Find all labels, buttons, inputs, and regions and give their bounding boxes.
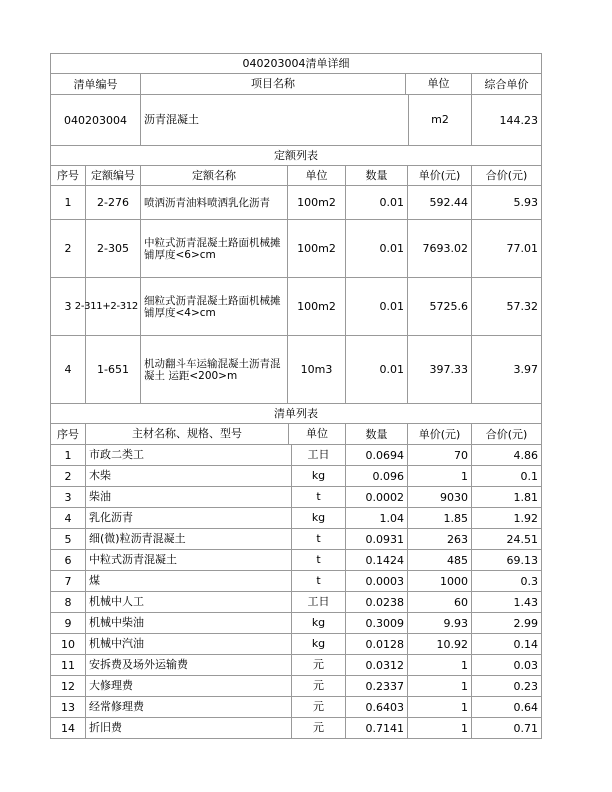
material-name: 细(微)粒沥青混凝土 (86, 529, 292, 549)
material-seq: 4 (51, 508, 86, 529)
material-unit: kg (311, 616, 326, 629)
material-total: 1.43 (472, 592, 542, 613)
quota-row (51, 336, 542, 404)
material-unit: 工日 (307, 595, 330, 608)
quota-unit: 10m3 (288, 336, 346, 404)
quota-qty: 0.01 (346, 336, 408, 404)
quota-code: 2-311+2-312 (86, 278, 141, 336)
bill-unit: m2 (431, 113, 449, 126)
material-name: 柴油 (86, 487, 292, 507)
material-qty: 0.0128 (346, 634, 408, 655)
quota-seq: 4 (51, 336, 86, 404)
material-total: 0.64 (472, 697, 542, 718)
material-name: 中粒式沥青混凝土 (86, 550, 292, 570)
material-seq: 3 (51, 487, 86, 508)
quota-seq-header: 序号 (51, 166, 86, 186)
material-unit: t (316, 553, 321, 566)
quota-unit-header: 单位 (288, 166, 346, 186)
material-seq: 13 (51, 697, 86, 718)
material-unit-price: 1.85 (408, 508, 472, 529)
material-seq: 6 (51, 550, 86, 571)
material-total: 2.99 (472, 613, 542, 634)
material-qty: 0.0238 (346, 592, 408, 613)
material-seq: 5 (51, 529, 86, 550)
bill-name-header: 项目名称 (141, 74, 406, 94)
quota-unit: 100m2 (288, 220, 346, 278)
material-name: 市政二类工 (86, 445, 292, 465)
material-unit-price-header: 单价(元) (408, 424, 472, 445)
quota-name-header: 定额名称 (141, 166, 288, 186)
material-qty: 0.2337 (346, 676, 408, 697)
quota-code: 1-651 (86, 336, 141, 404)
material-unit: 元 (313, 721, 324, 734)
material-name: 乳化沥青 (86, 508, 292, 528)
material-total: 1.92 (472, 508, 542, 529)
material-name: 煤 (86, 571, 292, 591)
quota-total-header: 合价(元) (472, 166, 542, 186)
material-qty: 0.0003 (346, 571, 408, 592)
quota-seq: 3 (51, 278, 86, 336)
material-unit-price: 1000 (408, 571, 472, 592)
quota-unit-price-header: 单价(元) (408, 166, 472, 186)
material-total: 0.14 (472, 634, 542, 655)
bill-price-header: 综合单价 (472, 74, 542, 95)
bill-detail-table (50, 53, 542, 739)
material-unit: 元 (313, 700, 324, 713)
material-unit: kg (311, 637, 326, 650)
material-seq-header: 序号 (51, 424, 86, 445)
material-unit-header: 单位 (306, 427, 328, 440)
material-total-header: 合价(元) (472, 424, 542, 445)
material-total: 4.86 (472, 445, 542, 466)
quota-header-row (51, 166, 542, 186)
quota-code: 2-305 (86, 220, 141, 278)
material-total: 24.51 (472, 529, 542, 550)
quota-row (51, 278, 542, 336)
material-name: 折旧费 (86, 718, 292, 738)
material-qty: 0.6403 (346, 697, 408, 718)
quota-qty: 0.01 (346, 186, 408, 220)
material-row (51, 466, 542, 487)
bill-name: 沥青混凝土 (141, 95, 409, 145)
material-qty: 0.1424 (346, 550, 408, 571)
quota-seq: 2 (51, 220, 86, 278)
material-unit: t (316, 574, 321, 587)
quota-seq: 1 (51, 186, 86, 220)
material-unit: kg (311, 469, 326, 482)
quota-row (51, 186, 542, 220)
material-unit-price: 60 (408, 592, 472, 613)
material-unit-price: 70 (408, 445, 472, 466)
quota-name: 细粒式沥青混凝土路面机械摊铺厚度<4>cm (141, 278, 288, 336)
material-total: 0.03 (472, 655, 542, 676)
bill-unit-header: 单位 (427, 77, 450, 90)
quota-name: 喷洒沥青油料喷洒乳化沥青 (141, 186, 288, 220)
bill-header-row (51, 74, 542, 95)
material-row (51, 718, 542, 739)
material-section-title: 清单列表 (51, 404, 542, 424)
material-unit: 元 (313, 658, 324, 671)
material-row (51, 445, 542, 466)
material-seq: 2 (51, 466, 86, 487)
quota-code-header: 定额编号 (86, 166, 141, 186)
material-name: 大修理费 (86, 676, 292, 696)
material-qty: 0.0694 (346, 445, 408, 466)
material-qty: 1.04 (346, 508, 408, 529)
material-unit-price: 1 (408, 697, 472, 718)
material-unit-price: 1 (408, 655, 472, 676)
title-row (51, 54, 542, 74)
material-qty: 0.096 (346, 466, 408, 487)
quota-unit-price: 5725.6 (408, 278, 472, 336)
material-unit-price: 1 (408, 676, 472, 697)
material-name: 安拆费及场外运输费 (86, 655, 292, 675)
material-qty: 0.0931 (346, 529, 408, 550)
material-header-row (51, 424, 542, 445)
quota-total: 5.93 (472, 186, 542, 220)
material-row (51, 508, 542, 529)
material-row (51, 529, 542, 550)
material-row (51, 487, 542, 508)
material-seq: 10 (51, 634, 86, 655)
quota-qty: 0.01 (346, 278, 408, 336)
bill-code: 040203004 (51, 95, 141, 146)
quota-section-row (51, 146, 542, 166)
material-section-row (51, 404, 542, 424)
quota-unit-price: 7693.02 (408, 220, 472, 278)
material-unit-price: 485 (408, 550, 472, 571)
quota-total: 3.97 (472, 336, 542, 404)
quota-qty-header: 数量 (346, 166, 408, 186)
material-row (51, 613, 542, 634)
quota-total: 57.32 (472, 278, 542, 336)
material-name: 机械中人工 (86, 592, 292, 612)
material-seq: 12 (51, 676, 86, 697)
material-qty: 0.3009 (346, 613, 408, 634)
material-row (51, 634, 542, 655)
table-title: 040203004清单详细 (51, 54, 542, 74)
quota-unit-price: 592.44 (408, 186, 472, 220)
material-unit: t (316, 532, 321, 545)
material-unit-price: 10.92 (408, 634, 472, 655)
material-row (51, 676, 542, 697)
material-name: 机械中汽油 (86, 634, 292, 654)
quota-unit-price: 397.33 (408, 336, 472, 404)
material-unit: 元 (313, 679, 324, 692)
material-seq: 1 (51, 445, 86, 466)
material-unit: 工日 (307, 448, 330, 461)
bill-code-header: 清单编号 (51, 74, 141, 95)
material-seq: 8 (51, 592, 86, 613)
material-unit: kg (311, 511, 326, 524)
bill-price: 144.23 (472, 95, 542, 146)
material-row (51, 592, 542, 613)
material-unit-price: 9.93 (408, 613, 472, 634)
material-row (51, 571, 542, 592)
material-total: 0.1 (472, 466, 542, 487)
quota-unit: 100m2 (288, 278, 346, 336)
material-unit-price: 1 (408, 466, 472, 487)
quota-unit: 100m2 (288, 186, 346, 220)
quota-row (51, 220, 542, 278)
quota-section-title: 定额列表 (51, 146, 542, 166)
material-seq: 7 (51, 571, 86, 592)
bill-row (51, 95, 542, 146)
material-row (51, 697, 542, 718)
material-row (51, 655, 542, 676)
material-name: 木柴 (86, 466, 292, 486)
quota-name: 机动翻斗车运输混凝土沥青混凝土 运距<200>m (141, 336, 288, 404)
material-total: 69.13 (472, 550, 542, 571)
material-qty: 0.7141 (346, 718, 408, 739)
material-unit-price: 1 (408, 718, 472, 739)
material-qty: 0.0312 (346, 655, 408, 676)
material-row (51, 550, 542, 571)
quota-name: 中粒式沥青混凝土路面机械摊铺厚度<6>cm (141, 220, 288, 278)
material-total: 0.71 (472, 718, 542, 739)
material-seq: 11 (51, 655, 86, 676)
material-unit-price: 263 (408, 529, 472, 550)
material-name: 机械中柴油 (86, 613, 292, 633)
material-unit: t (316, 490, 321, 503)
material-name: 经常修理费 (86, 697, 292, 717)
quota-total: 77.01 (472, 220, 542, 278)
material-seq: 14 (51, 718, 86, 739)
material-qty: 0.0002 (346, 487, 408, 508)
material-total: 0.23 (472, 676, 542, 697)
quota-code: 2-276 (86, 186, 141, 220)
material-seq: 9 (51, 613, 86, 634)
material-total: 1.81 (472, 487, 542, 508)
quota-qty: 0.01 (346, 220, 408, 278)
material-unit-price: 9030 (408, 487, 472, 508)
material-name-header: 主材名称、规格、型号 (86, 424, 289, 444)
material-total: 0.3 (472, 571, 542, 592)
material-qty-header: 数量 (346, 424, 408, 445)
